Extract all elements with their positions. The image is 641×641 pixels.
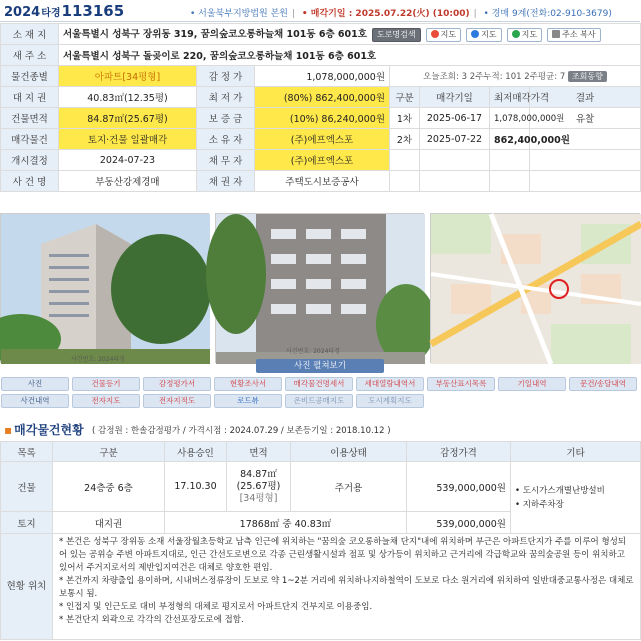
nav-photo[interactable]: 사진 [1,377,69,391]
label-owner: 소 유 자 [197,129,255,150]
location-notes [53,534,641,640]
photo-map[interactable] [430,213,640,363]
address-cell [59,24,641,45]
location-note-4: * 본건단지 외곽으로 각각의 간선포장도로에 접함. [59,615,244,625]
round-header-date: 매각기일 [420,87,490,108]
row-building-label: 건물 [1,462,53,512]
label-min-price: 최 저 가 [197,87,255,108]
sale-object: 토지·건물 일괄매각 [59,129,197,150]
label-new-address: 새 주 소 [1,45,59,66]
round-header-div: 구분 [390,87,420,108]
label-case-name: 사 건 명 [1,171,59,192]
deposit: (10%) 86,240,000원 [255,108,390,129]
label-debtor: 채 무 자 [197,150,255,171]
round-2-date: 2025-07-22 [420,129,490,150]
building-approval-date: 17.10.30 [165,462,227,512]
nav-onbid-map[interactable]: 온비드공매지도 [285,394,353,408]
round-2-label: 2차 [390,129,420,150]
open-decision-date: 2024-07-23 [59,150,197,171]
appraisal-price: 1,078,000,000원 [255,66,390,87]
round-1-label: 1차 [390,108,420,129]
label-type: 물건종별 [1,66,59,87]
location-note-3: * 인접지 및 인근도로 대비 부정형의 대체로 평지로서 아파트단지 건부지로 이용중임. [59,602,373,612]
copy-address-button[interactable]: 주소 복사 [547,28,600,42]
copy-icon [552,30,560,38]
building-kind: 24층중 6층 [53,462,165,512]
round-header-price: 최저매각가격 [490,87,530,108]
list-header-item: 목록 [1,442,53,462]
case-info-table [0,23,641,192]
building-use: 주거용 [291,462,407,512]
case-header [0,0,640,22]
land-price: 539,000,000원 [407,512,511,534]
section-subtitle: ( 감정원 : 한솔감정평가 / 가격시점 : 2024.07.29 / 보존등기일 : 2018.10.12 ) [92,426,391,436]
map-pin-icon [471,30,479,38]
location-note-2: * 본건까지 차량출입 용이하며, 시내버스정류장이 도보로 약 1~2분 거리에 위치하나지하철역이 도보로 다소 원거리에 위치하여 일반대중교통사정은 대체로 보통시 됨. [59,576,634,599]
sale-date: • 매각기일 : 2025.07.22(火) (10:00) [301,9,470,19]
label-sale-object: 매각물건 [1,129,59,150]
building-price: 539,000,000원 [407,462,511,512]
section-header [0,419,640,439]
case-number: 2024타경113165 [4,2,125,20]
map-pin-icon [431,30,439,38]
label-creditor: 채 권 자 [197,171,255,192]
list-header-use: 이용상태 [291,442,407,462]
photo-building-2[interactable] [215,213,424,363]
label-deposit: 보 증 금 [197,108,255,129]
nav-case-history[interactable]: 사건내역 [1,394,69,408]
building-photo-2 [216,214,425,364]
land-area: 40.83㎡(12.35평) [59,87,197,108]
section-title: ▪ 매각물건현황 [4,423,84,437]
case-name: 부동산강제경매 [59,171,197,192]
photo-gallery [0,213,640,363]
map-button-2[interactable]: 지도 [466,28,501,42]
map-pin-icon [512,30,520,38]
nav-household-record[interactable]: 세대열람내역서 [356,377,424,391]
nav-urban-plan-map[interactable]: 도시계획지도 [356,394,424,408]
nav-building-register[interactable]: 건물등기 [72,377,140,391]
nav-e-map[interactable]: 전자지도 [72,394,140,408]
photo-caption-2: 사건번호: 2024타경 [286,348,340,355]
nav-roadview[interactable]: 로드뷰 [214,394,282,408]
map-button-1[interactable]: 지도 [426,28,461,42]
property-type: 아파트[34평형] [59,66,197,87]
list-header-etc: 기타 [511,442,641,462]
owner: (주)에프엑스포 [255,129,390,150]
location-note-1: * 본건은 성북구 장위동 소재 서울장월초등학교 남측 인근에 위치하는 "꿈의숲 코오롱하늘채 단지"내에 위치하며 부근은 아파트단지가 주를 이루어 형성되어 있는 공위승 주변 아파트지대로, 인근 간선도로변으로 각종 근린생활시설과 점포 및 상가등이 위치하고 근거리에 각급학교와 꿈의숲공원 등이 위치하고 있어서 주거지로서의 제반입지여건은 대체로 양호한 편임. [59,537,627,573]
view-trend-button[interactable]: 조회동향 [568,71,607,82]
round-1-result: 유찰 [530,108,641,129]
location-map [431,214,641,364]
nav-property-list[interactable]: 부동산표시목록 [427,377,495,391]
debtor: (주)에프엑스포 [255,150,390,171]
creditor: 주택도시보증공사 [255,171,390,192]
photo-building-1[interactable] [0,213,209,363]
row-location-label: 현황 위치 [1,534,53,640]
nav-sale-statement[interactable]: 매각물건명세서 [285,377,353,391]
label-land: 대 지 권 [1,87,59,108]
dept-info: • 경매 9계(전화:02-910-3679) [483,9,612,19]
round-1-price: 1,078,000,000원 [490,108,530,129]
new-address: 서울특별시 성북구 돌곶이로 220, 꿈의숲코오롱하늘채 101동 6층 601호 [59,45,641,66]
round-1-date: 2025-06-17 [420,108,490,129]
list-header-area: 면적 [227,442,291,462]
nav-cadastral-map[interactable]: 전자지적도 [143,394,211,408]
label-open-decision: 개시결정 [1,150,59,171]
list-header-approval: 사용승인 [165,442,227,462]
land-kind: 대지권 [53,512,165,534]
property-status-table [0,441,641,640]
bullet-icon: ▪ [4,423,13,437]
building-area-cell: 84.87㎡ (25.67평) [34평형] [227,462,291,512]
nav-date-history[interactable]: 기일내역 [498,377,566,391]
label-appraisal: 감 정 가 [197,66,255,87]
list-header-kind: 구분 [53,442,165,462]
building-area: 84.87㎡(25.67평) [59,108,197,129]
court-name: • 서울북부지방법원 본원 [190,9,288,19]
nav-appraisal-report[interactable]: 감정평가서 [143,377,211,391]
min-price: (80%) 862,400,000원 [255,87,390,108]
round-2-price: 862,400,000원 [490,129,530,150]
row-land-label: 토지 [1,512,53,534]
map-button-3[interactable]: 지도 [507,28,542,42]
etc-cell: • 도시가스개별난방설비 • 지하주차장 [511,462,641,534]
label-building: 건물면적 [1,108,59,129]
building-photo-1 [1,214,210,364]
label-address: 소 재 지 [1,24,59,45]
photo-caption-1: 사건번호: 2024타경 [71,356,125,363]
view-stats: 오늘조회: 3 2주누적: 101 2주평균: 7 조회동향 [390,66,641,87]
land-area-share: 17868㎡ 중 40.83㎡ [165,512,407,534]
road-search-button[interactable]: 도로명검색 [372,28,421,42]
header-info: • 서울북부지방법원 본원 | • 매각기일 : 2025.07.22(火) (10:00) | • 경매 9계(전화:02-910-3679) [190,9,612,19]
round-header-result: 결과 [530,87,641,108]
address-text: 서울특별시 성북구 장위동 319, 꿈의숲코오롱하늘채 101동 6층 601호 [63,29,367,41]
nav-status-report[interactable]: 현황조사서 [214,377,282,391]
list-header-price: 감정가격 [407,442,511,462]
nav-document-history[interactable]: 문건/송달내역 [569,377,637,391]
photo-expand-button[interactable]: 사진 펼쳐보기 [256,359,384,373]
